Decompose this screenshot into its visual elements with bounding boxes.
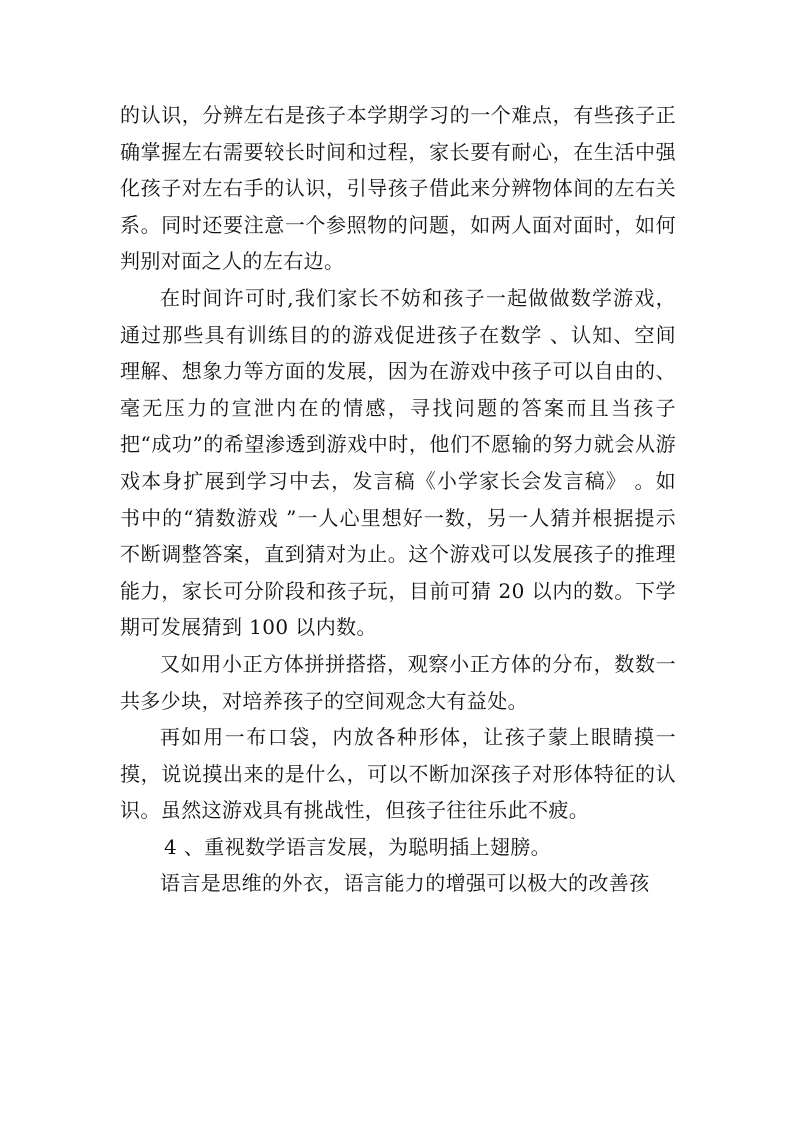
body-text [120,97,676,902]
paragraph-left-right: 的认识，分辨左右是孩子本学期学习的一个难点，有些孩子正确掌握左右需要较长时间和过程，家长要有耐心，在生活中强化孩子对左右手的认识，引导孩子借此来分辨物体间的左右关系。同时还要注意一个参照物的问题，如两人面对面时，如何判别对面之人的左右边。 [120,103,676,274]
paragraph-cloth-bag: 再如用一布口袋，内放各种形体，让孩子蒙上眼睛摸一摸，说说摸出来的是什么，可以不断加深孩子对形体特征的认识。虽然这游戏具有挑战性，但孩子往往乐此不疲。 [120,725,676,823]
paragraph-cube-blocks: 又如用小正方体拼拼搭搭，观察小正方体的分布，数数一共多少块，对培养孩子的空间观念大有益处。 [120,651,676,713]
section-heading-math-language: 4 、重视数学语言发展，为聪明插上翅膀。 [164,834,552,859]
paragraph-language: 语言是思维的外衣，语言能力的增强可以极大的改善孩 [160,871,650,896]
paragraph-math-games: 在时间许可时,我们家长不妨和孩子一起做做数学游戏，通过那些具有训练目的的游戏促进孩子在数学 、认知、空间理解、想象力等方面的发展，因为在游戏中孩子可以自由的、毫无压力的宣泄内在的情感，寻找问题的答案而且当孩子把“成功”的希望渗透到游戏中时，他们不愿输的努力就会从游戏本身扩展到学习中去，发言稿《小学家长会发言稿》 。如书中的“猜数游戏 ”一人心里想好一数，另一人猜并根据提示不断调整答案，直到猜对为止。这个游戏可以发展孩子的推理能力，家长可分阶段和孩子玩，目前可猜 20 以内的数。下学期可发展猜到 100 以内数。 [120,285,676,640]
